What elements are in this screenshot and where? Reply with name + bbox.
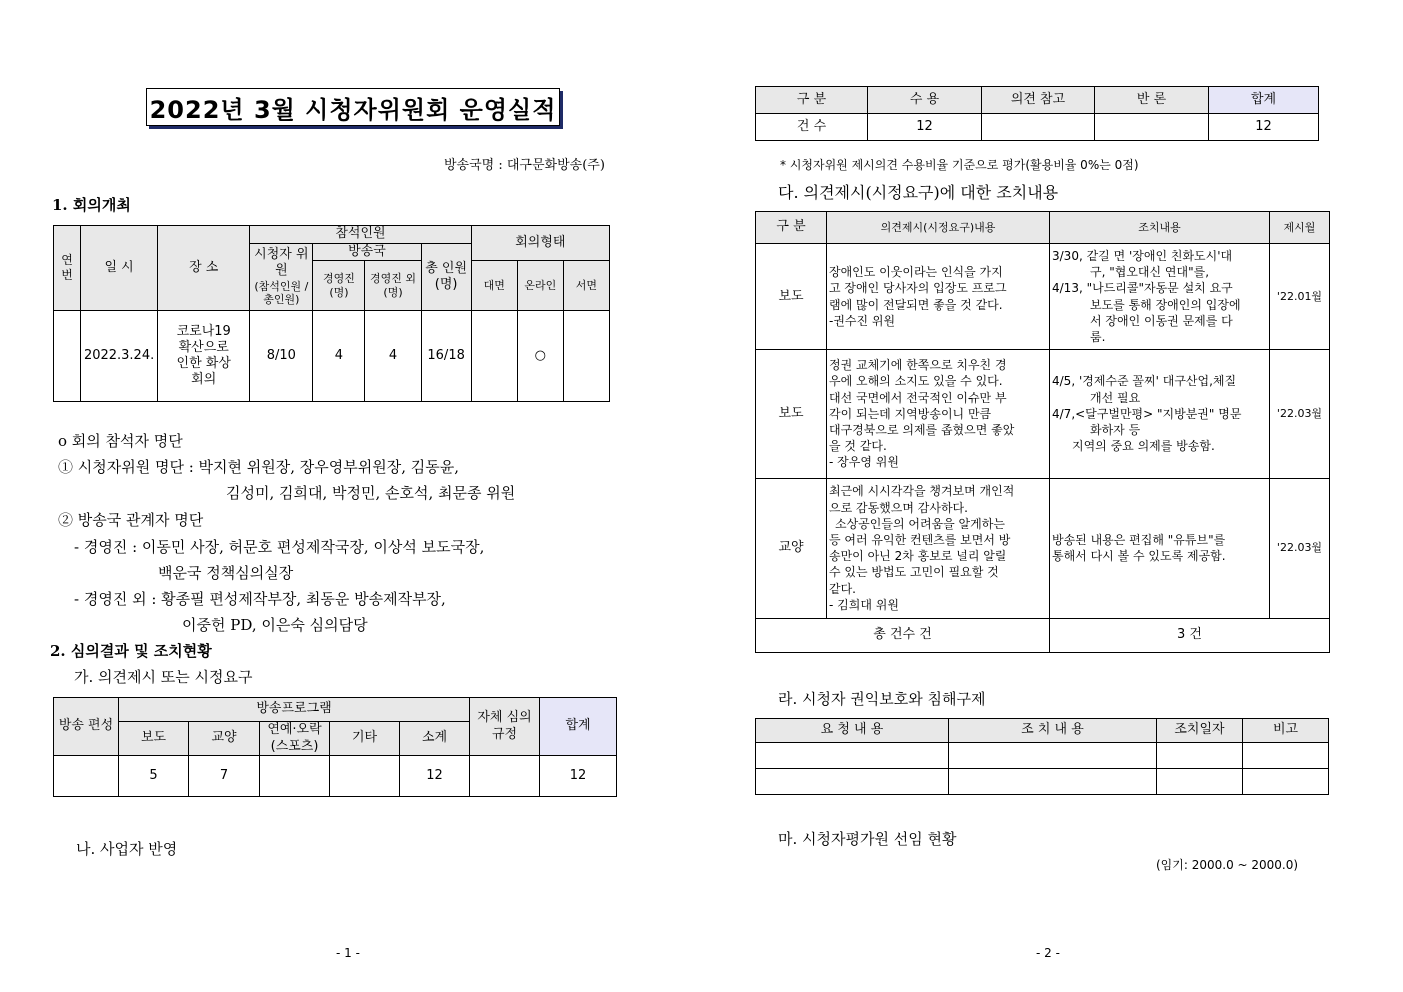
na-refer-header: 의견 참고 xyxy=(982,87,1095,114)
da-row3-opinion xyxy=(827,478,1050,618)
col-station-header: 방송국 xyxy=(313,244,421,261)
text-line: 수 있는 방법도 고민이 필요할 것 xyxy=(829,565,999,580)
da-month-header: 제시월 xyxy=(1270,212,1330,244)
broadcaster-label: 방송국명 : 대구문화방송(주) xyxy=(444,158,605,173)
viewer-header-label: 시청자 위원 xyxy=(254,247,309,279)
col-exec-header: 경영진 (명) xyxy=(313,261,365,311)
da-row2-action xyxy=(1050,350,1270,478)
table-row xyxy=(756,350,1330,478)
text-line: 송만이 아닌 2차 홍보로 널리 알릴 xyxy=(829,549,1007,564)
text-line: 구, "협오대신 연대"를, xyxy=(1090,265,1210,280)
ra-empty-cell xyxy=(1157,743,1243,769)
text-line: 대구경북으로 의제를 좁혔으면 좋았 xyxy=(829,423,1015,438)
da-type-header: 구 분 xyxy=(756,212,827,244)
ga-table xyxy=(53,697,617,797)
text-line: 을 것 같다. xyxy=(829,439,887,454)
text-line: 등 여러 유익한 컨텐츠를 보면서 방 xyxy=(829,533,1011,548)
ra-date-header: 조치일자 xyxy=(1157,719,1243,743)
section-1-heading: 1. 회의개최 xyxy=(52,196,131,214)
col-face-header: 대면 xyxy=(471,261,517,311)
ga-cell-culture: 7 xyxy=(189,756,260,797)
da-row3-month: '22.03월 xyxy=(1270,478,1330,618)
committee-line-2: 김성미, 김희대, 박정민, 손호석, 최문종 위원 xyxy=(226,484,516,502)
col-date-header: 일 시 xyxy=(81,226,158,311)
sub-ga-heading: 가. 의견제시 또는 시정요구 xyxy=(74,668,253,686)
text-line: 4/13, "나드리콜"자동문 설치 요구 xyxy=(1052,281,1233,296)
text-line: 룸. xyxy=(1090,330,1106,345)
text-line: 램에 많이 전달되면 좋을 것 같다. xyxy=(829,297,1003,312)
na-cell-refer xyxy=(982,114,1095,141)
cell-no xyxy=(54,311,81,402)
exec-line-2: 백운국 정책심의실장 xyxy=(158,564,294,582)
ra-empty-cell xyxy=(756,743,949,769)
ra-empty-cell xyxy=(1243,769,1329,795)
col-online-header: 온라인 xyxy=(517,261,563,311)
da-opinion-header: 의견제시(시정요구)내용 xyxy=(827,212,1050,244)
da-total-label: 총 건수 건 xyxy=(756,618,1050,652)
text-line: 개선 필요 xyxy=(1090,390,1141,405)
ra-action-header: 조 치 내 용 xyxy=(949,719,1157,743)
text-line: 같다. xyxy=(829,581,856,596)
cell-place: 코로나19 확산으로 인한 화상회의 xyxy=(158,311,250,402)
section-2-heading: 2. 심의결과 및 조치현황 xyxy=(50,642,212,660)
exec-line-1: - 경영진 : 이동민 사장, 허문호 편성제작국장, 이상석 보도국장, xyxy=(74,538,485,556)
na-sum-header: 합계 xyxy=(1209,87,1319,114)
na-row-label: 건 수 xyxy=(756,114,868,141)
text-line: 통해서 다시 볼 수 있도록 제공함. xyxy=(1052,549,1226,564)
term-period: (임기: 2000.0 ~ 2000.0) xyxy=(1156,858,1299,872)
text-line: 서 장애인 이동권 문제를 다 xyxy=(1090,313,1233,328)
na-cell-accept: 12 xyxy=(868,114,982,141)
text-line: -권수진 위원 xyxy=(829,313,896,328)
da-row3-action xyxy=(1050,478,1270,618)
cell-viewer: 8/10 xyxy=(250,311,313,402)
evaluation-note: * 시청자위원 제시의견 수용비율 기준으로 평가(활용비율 0%는 0점) xyxy=(780,158,1139,172)
sub-na-heading: 나. 사업자 반영 xyxy=(76,840,178,858)
col-attend-header: 참석인원 xyxy=(250,226,471,244)
ra-note-header: 비고 xyxy=(1243,719,1329,743)
table-row xyxy=(756,478,1330,618)
table-row xyxy=(756,244,1330,350)
text-line: 대선 국면에서 전국적인 이슈만 부 xyxy=(829,390,1007,405)
da-row1-action xyxy=(1050,244,1270,350)
ra-empty-cell xyxy=(949,743,1157,769)
ga-cell-etc xyxy=(330,756,400,797)
sub-da-heading: 다. 의견제시(시정요구)에 대한 조치내용 xyxy=(778,183,1059,202)
da-table xyxy=(755,211,1330,653)
na-cell-sum: 12 xyxy=(1209,114,1319,141)
col-total-header: 총 인원 (명) xyxy=(421,244,471,311)
ra-table xyxy=(755,718,1329,795)
cell-face xyxy=(471,311,517,402)
ga-culture-header: 교양 xyxy=(189,722,260,756)
text-line: 장애인도 이웃이라는 인식을 가지 xyxy=(829,265,1003,280)
viewer-header-sub: (참석인원 /총인원) xyxy=(254,279,309,307)
ga-cell-org xyxy=(54,756,119,797)
da-row2-month: '22.03월 xyxy=(1270,350,1330,478)
text-line: 고 장애인 당사자의 입장도 프로그 xyxy=(829,281,1007,296)
na-type-header: 구 분 xyxy=(756,87,868,114)
text-line: - 김희대 위원 xyxy=(829,597,899,612)
text-line: 최근에 시시각각을 챙겨보며 개인적 xyxy=(829,484,1015,499)
attendees-heading: o 회의 참석자 명단 xyxy=(58,432,183,450)
committee-line-1: ① 시청자위원 명단 : 박지현 위원장, 장우영부위원장, 김동윤, xyxy=(58,458,460,476)
sub-ma-heading: 마. 시청자평가원 선임 현황 xyxy=(778,830,957,848)
ga-ent-header: 연예·오락 (스포츠) xyxy=(260,722,330,756)
ga-org-header: 방송 편성 xyxy=(54,698,119,756)
nonexec-line-1: - 경영진 외 : 황종필 편성제작부장, 최동운 방송제작부장, xyxy=(74,590,446,608)
page-title: 2022년 3월 시청자위원회 운영실적 xyxy=(146,88,560,126)
text-line: 우에 오해의 소지도 있을 수 있다. xyxy=(829,374,1003,389)
col-nonexec-header: 경영진 외(명) xyxy=(365,261,421,311)
na-table xyxy=(755,86,1319,141)
na-cell-rebut xyxy=(1095,114,1209,141)
ga-news-header: 보도 xyxy=(119,722,189,756)
na-accept-header: 수 용 xyxy=(868,87,982,114)
ra-request-header: 요 청 내 용 xyxy=(756,719,949,743)
ga-cell-news: 5 xyxy=(119,756,189,797)
ga-cell-subtotal: 12 xyxy=(400,756,470,797)
ga-program-header: 방송프로그램 xyxy=(119,698,470,722)
ra-empty-cell xyxy=(1157,769,1243,795)
text-line: 방송된 내용은 편집해 "유튜브"를 xyxy=(1052,533,1226,548)
ra-empty-cell xyxy=(949,769,1157,795)
da-row1-month: '22.01월 xyxy=(1270,244,1330,350)
sub-ra-heading: 라. 시청자 권익보호와 침해구제 xyxy=(778,690,986,708)
ga-cell-sum: 12 xyxy=(540,756,617,797)
col-place-header: 장 소 xyxy=(158,226,250,311)
na-rebut-header: 반 론 xyxy=(1095,87,1209,114)
col-form-header: 회의형태 xyxy=(471,226,609,261)
text-line: 보도를 통해 장애인의 입장에 xyxy=(1090,297,1241,312)
ga-self-header: 자체 심의규정 xyxy=(470,698,540,756)
cell-online: ○ xyxy=(517,311,563,402)
page-number-1: - 1 - xyxy=(336,946,360,960)
da-row3-type: 교양 xyxy=(756,478,827,618)
da-row2-type: 보도 xyxy=(756,350,827,478)
col-written-header: 서면 xyxy=(563,261,609,311)
ga-cell-self xyxy=(470,756,540,797)
cell-total: 16/18 xyxy=(421,311,471,402)
ga-sum-header: 합계 xyxy=(540,698,617,756)
table-row xyxy=(756,769,1329,795)
ra-empty-cell xyxy=(1243,743,1329,769)
text-line: 4/5, '경제수준 꼴찌' 대구산업,체질 xyxy=(1052,374,1237,389)
meeting-table xyxy=(53,225,610,402)
text-line: 소상공인들의 어려움을 알게하는 xyxy=(835,516,1005,531)
ra-empty-cell xyxy=(756,769,949,795)
da-row1-opinion xyxy=(827,244,1050,350)
staff-heading: ② 방송국 관계자 명단 xyxy=(58,511,204,529)
text-line: 지역의 중요 의제를 방송함. xyxy=(1072,439,1215,454)
text-line: - 장우영 위원 xyxy=(829,455,899,470)
ga-cell-ent xyxy=(260,756,330,797)
col-viewer-header xyxy=(250,244,313,311)
nonexec-line-2: 이중헌 PD, 이은숙 심의담당 xyxy=(182,616,368,634)
table-row xyxy=(756,743,1329,769)
da-total-value: 3 건 xyxy=(1050,618,1330,652)
ga-subtotal-header: 소계 xyxy=(400,722,470,756)
text-line: 으로 감동했으며 감사하다. xyxy=(829,500,968,515)
da-row1-type: 보도 xyxy=(756,244,827,350)
ga-etc-header: 기타 xyxy=(330,722,400,756)
da-row2-opinion xyxy=(827,350,1050,478)
text-line: 정권 교체기에 한쪽으로 치우친 경 xyxy=(829,358,1007,373)
cell-nonexec: 4 xyxy=(365,311,421,402)
da-action-header: 조치내용 xyxy=(1050,212,1270,244)
cell-exec: 4 xyxy=(313,311,365,402)
cell-date: 2022.3.24. xyxy=(81,311,158,402)
cell-written xyxy=(563,311,609,402)
page-number-2: - 2 - xyxy=(1036,946,1060,960)
text-line: 3/30, 같길 면 '장애인 친화도시'대 xyxy=(1052,249,1233,264)
col-no-header: 연번 xyxy=(54,226,81,311)
text-line: 화하자 등 xyxy=(1090,423,1141,438)
text-line: 4/7,<달구벌만평> "지방분권" 명문 xyxy=(1052,406,1242,421)
text-line: 각이 되는데 지역방송이니 만큼 xyxy=(829,406,992,421)
